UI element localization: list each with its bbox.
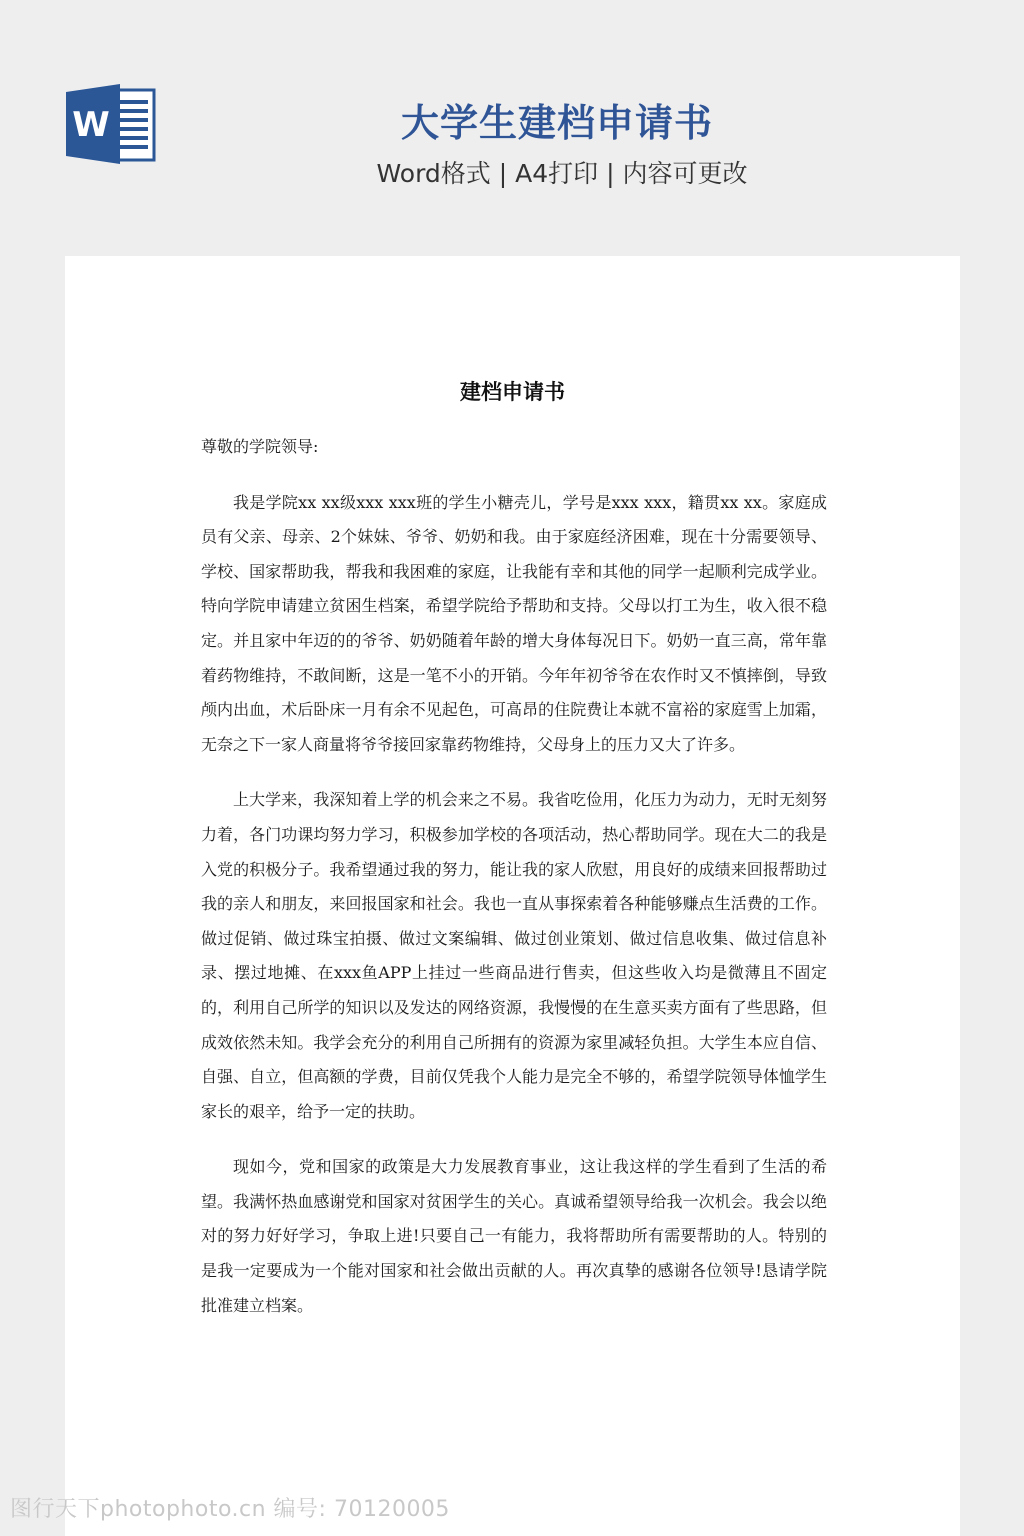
paragraph-1: 我是学院xx xx级xxx xxx班的学生小糖壳儿，学号是xxx xxx，籍贯xx xx。家庭成员有父亲、母亲、2个妹妹、爷爷、奶奶和我。由于家庭经济困难，现在十分需要领导、学校、国家帮助我，帮我和我困难的家庭，让我能有幸和其他的同学一起顺利完成学业。特向学院申请建立贫困生档案，希望学院给予帮助和支持。父母以打工为生，收入很不稳定。并且家中年迈的的爷爷、奶奶随着年龄的增大身体每况日下。奶奶一直三高，常年靠着药物维持，不敢间断，这是一笔不小的开销。今年年初爷爷在农作时又不慎摔倒，导致颅内出血，术后卧床一月有余不见起色，可高昂的住院费让本就不富裕的家庭雪上加霜，无奈之下一家人商量将爷爷接回家靠药物维持，父母身上的压力又大了许多。 <box>201 492 827 754</box>
salutation: 尊敬的学院领导: <box>201 437 319 456</box>
document-body <box>201 430 827 1344</box>
word-logo-letter: W <box>72 105 110 145</box>
document-page <box>65 256 960 1536</box>
watermark: 图行天下photophoto.cn 编号: 70120005 <box>10 1497 450 1522</box>
paragraph-3: 现如今，党和国家的政策是大力发展教育事业，这让我这样的学生看到了生活的希望。我满怀热血感谢党和国家对贫困学生的关心。真诚希望领导给我一次机会。我会以绝对的努力好好学习，争取上进!只要自己一有能力，我将帮助所有需要帮助的人。特别的是我一定要成为一个能对国家和社会做出贡献的人。再次真挚的感谢各位领导!恳请学院批准建立档案。 <box>201 1157 827 1315</box>
page-subtitle: Word格式 | A4打印 | 内容可更改 <box>376 159 748 188</box>
header-banner <box>0 0 1024 250</box>
paragraph-2: 上大学来，我深知着上学的机会来之不易。我省吃俭用，化压力为动力，无时无刻努力着，各门功课均努力学习，积极参加学校的各项活动，热心帮助同学。现在大二的我是入党的积极分子。我希望通过我的努力，能让我的家人欣慰，用良好的成绩来回报帮助过我的亲人和朋友，来回报国家和社会。我也一直从事探索着各种能够赚点生活费的工作。做过促销、做过珠宝拍摄、做过文案编辑、做过创业策划、做过信息收集、做过信息补录、摆过地摊、在xxx鱼APP上挂过一些商品进行售卖，但这些收入均是微薄且不固定的，利用自己所学的知识以及发达的网络资源，我慢慢的在生意买卖方面有了些思路，但成效依然未知。我学会充分的利用自己所拥有的资源为家里减轻负担。大学生本应自信、自强、自立，但高额的学费，目前仅凭我个人能力是完全不够的，希望学院领导体恤学生家长的艰辛，给予一定的扶助。 <box>201 790 827 1121</box>
document-title: 建档申请书 <box>460 379 565 404</box>
page-title: 大学生建档申请书 <box>400 101 713 145</box>
